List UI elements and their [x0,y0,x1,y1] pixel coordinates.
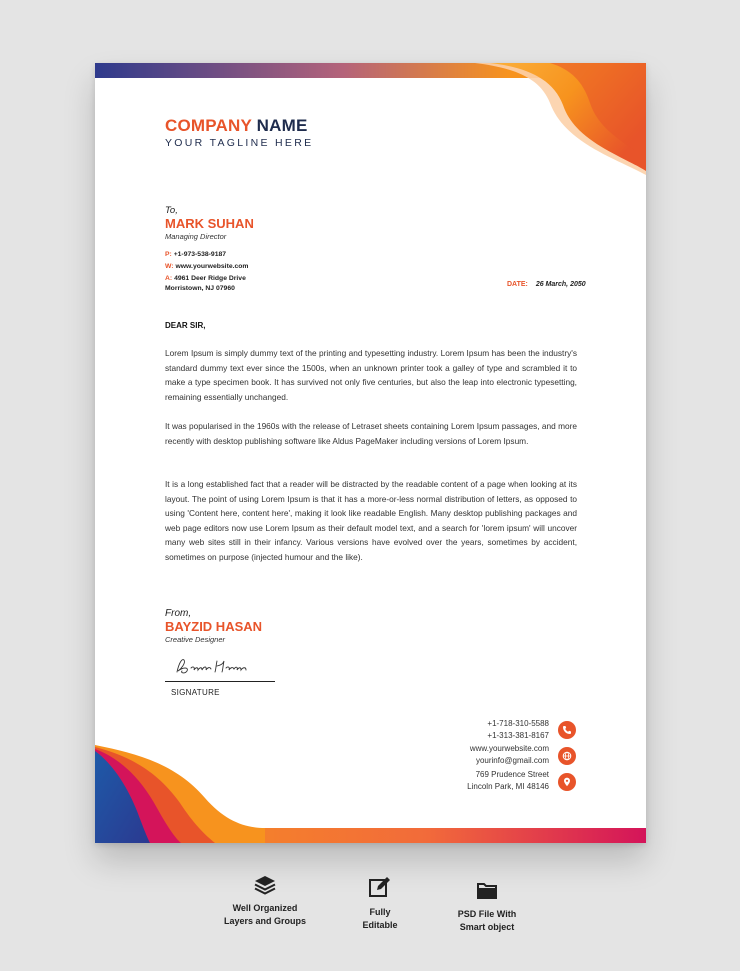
signature-scribble [173,655,263,677]
recipient-web-row [165,261,254,273]
phone-key: P: [165,251,172,258]
body-paragraph-2: It was popularised in the 1960s with the release of Letraset sheets containing Lorem Ipsum passages, and more recently with desktop publishing software like Aldus PageMaker including versions of Lorem Ipsum. [165,421,577,446]
phone-icon [558,721,576,739]
location-pin-icon [558,773,576,791]
feature-layers [215,875,315,928]
folder-icon [475,881,499,901]
feature-editable-line1: Fully [369,907,391,917]
recipient-role: Managing Director [165,232,227,241]
feature-psd [437,881,537,934]
company-tagline: YOUR TAGLINE HERE [165,137,314,149]
recipient-address-line1: 4961 Deer Ridge Drive [174,275,246,282]
letter-date [507,281,586,288]
company-name-part2: NAME [256,116,308,135]
feature-psd-line2: Smart object [459,922,515,932]
footer-web [470,743,549,766]
body-paragraph-1: Lorem Ipsum is simply dummy text of the printing and typesetting industry. Lorem Ipsum has been the industry's standard dummy text ever since the 1500s, when an unknown printer took a galley of type and scrambled it to make a type specimen book. It has survived not only five centuries, but also the leap into electronic typesetting, remaining essentially unchanged. [165,348,577,402]
layers-icon [253,875,277,895]
recipient-address-line2: Morristown, NJ 07960 [165,285,235,292]
feature-list [0,875,740,945]
recipient-contact [165,249,254,294]
footer-address [467,769,549,792]
globe-icon [558,747,576,765]
sender-name: BAYZID HASAN [165,619,263,634]
to-label: To, [165,205,178,216]
footer-address-2: Lincoln Park, MI 48146 [467,781,549,791]
feature-layers-line1: Well Organized [232,903,298,913]
recipient-phone-row [165,249,254,261]
signature-line [165,681,275,682]
edit-icon [368,875,392,899]
date-label: DATE: [507,281,528,288]
address-key: A: [165,275,173,282]
recipient-address-row [165,274,254,294]
body-paragraph-3: It is a long established fact that a reader will be distracted by the readable content of a page when looking at its layout. The point of using Lorem Ipsum is that it has a more-or-less normal distribution of letters, as opposed to using 'Content here, content here', making it look like readable English. Many desktop publishing packages and web page editors now use Lorem Ipsum as their default model text, and a search for 'lorem ipsum' will uncover many web sites still in their infancy. Various versions have evolved over the years, sometimes by accident, sometimes on purpose (injected humour and the like). [165,479,577,562]
letterhead-page [95,63,646,843]
footer-website: www.yourwebsite.com [469,744,549,753]
footer-phones [487,718,549,741]
company-name-part1: COMPANY [165,116,252,135]
date-value: 26 March, 2050 [535,281,586,288]
footer-email: yourinfo@gmail.com [475,755,549,765]
feature-layers-line2: Layers and Groups [223,916,307,926]
web-key: W: [165,263,174,270]
feature-editable-line2: Editable [362,920,398,930]
company-name [165,116,313,136]
recipient-web: www.yourwebsite.com [175,263,249,270]
sender-role: Creative Designer [165,635,226,644]
recipient-name: MARK SUHAN [165,216,254,231]
recipient-phone: +1-973-538-9187 [173,251,227,258]
sender-block [165,608,262,644]
salutation: DEAR SIR, [165,321,206,330]
from-label: From, [165,608,192,619]
recipient-block [165,205,254,294]
feature-psd-line1: PSD File With [457,909,517,919]
footer-phone-1: +1-718-310-5588 [487,719,549,728]
feature-editable [345,875,415,932]
company-brand [165,116,313,149]
footer-phone-2: +1-313-381-8167 [487,730,549,740]
signature-label: SIGNATURE [171,688,220,697]
footer-address-1: 769 Prudence Street [475,770,549,779]
